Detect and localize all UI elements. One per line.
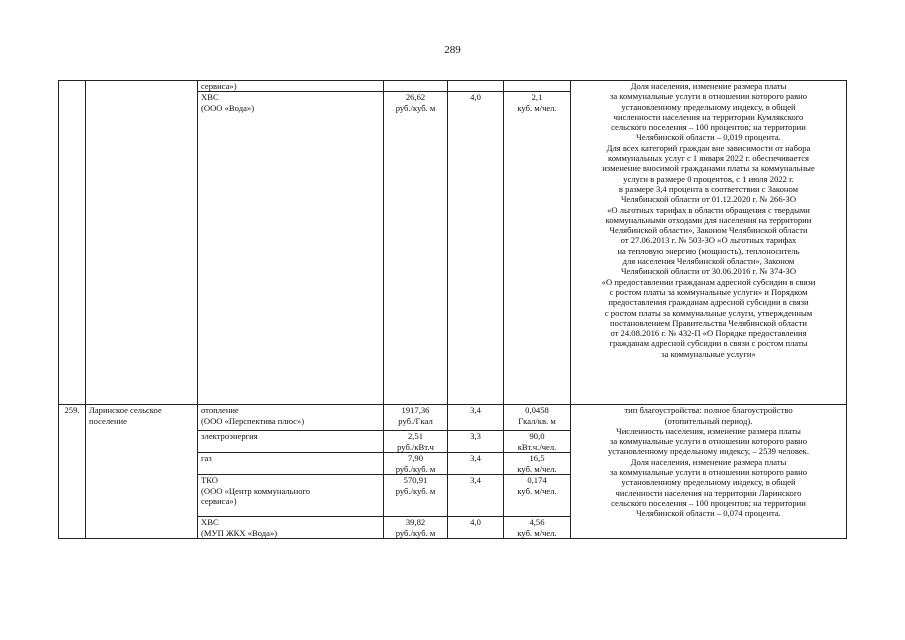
text-line: постановлением Правительства Челябинской области [610,317,807,328]
text-line: сервиса») [201,81,237,91]
text-line: Челябинской области – 0,074 процента. [636,508,781,519]
text-line: Ларинское сельское [89,405,162,416]
text-line: изменение вносимой гражданами платы за коммунальные [602,163,815,174]
text-line: предоставления гражданам адресной субсидии в связи [608,297,809,308]
utility-cell [198,475,384,517]
percent-cell [448,405,504,431]
text-line: куб. м/чел. [517,527,557,538]
norm-cell [504,405,571,431]
tariff-cell [384,453,448,475]
text-line: за коммунальные услуги в отношении которого равно [609,91,808,102]
percent-value: 3,3 [470,431,481,442]
text-line: (ООО «Центр коммунального [201,485,311,496]
tariff-cell [384,92,448,405]
text-line: 1917,36 [401,405,430,416]
table-row [59,81,847,92]
norm-cell [504,81,571,92]
text-line: Доля населения, изменение размера платы [630,81,787,91]
text-line: куб. м/чел. [517,463,557,474]
row-number-cell [59,405,86,539]
text-line: поселение [89,415,127,426]
text-line: установленному предельному индексу, в общей [621,101,796,112]
text-line: 2,1 [531,92,543,103]
settlement-name-cell [86,81,198,405]
text-line: за коммунальные услуги в отношении которого равно [609,467,808,478]
text-line: газ [201,453,212,464]
norm-cell [504,453,571,475]
text-line: тип благоустройства: полное благоустройство [624,405,793,416]
text-line: кВт.ч./чел. [517,441,557,452]
utility-cell [198,431,384,453]
percent-value: 4,0 [470,92,481,103]
text-line: 16,5 [529,453,545,464]
page-number: 289 [444,44,461,56]
text-line: гражданам адресной субсидии в связи с ростом платы [609,338,808,349]
text-line: с ростом платы за коммунальные услуги, утвержденным [604,307,813,318]
text-line: за коммунальные услуги в отношении которого равно [609,436,808,447]
text-line: Челябинской области от 01.12.2020 г. № 266-ЗО [620,194,797,205]
text-line: ХВС [201,517,219,528]
text-line: «О предоставлении гражданам адресной субсидии в связи [601,276,816,287]
percent-value: 3,4 [470,405,481,416]
text-line: (ООО «Перспектива плюс») [201,415,305,426]
text-line: услуги в размере 0 процентов, с 1 июля 2022 г. [623,173,794,184]
text-line: Гкал/кв. м [518,415,556,426]
tariff-cell [384,81,448,92]
text-line: сельского поселения – 100 процентов; на территории [611,122,806,133]
tariff-table [58,80,847,539]
text-line: от 27.06.2013 г. № 503-ЗО «О льготных тарифах [620,235,797,246]
tariff-cell [384,475,448,517]
text-line: руб./Гкал [398,415,433,426]
table-row [59,405,847,431]
text-line: руб./куб. м [395,527,436,538]
text-line: Для всех категорий граждан вне зависимости от набора [606,142,811,153]
text-line: коммунальных услуг с 1 января 2022 г. обеспечивается [608,153,809,164]
text-line: для населения Челябинской области», Законом [622,256,795,267]
percent-cell [448,81,504,92]
percent-cell [448,431,504,453]
text-line: Численность населения, изменение размера платы [616,425,801,436]
text-line: (отопительный период). [664,415,753,426]
text-line: ХВС [201,92,219,103]
tariff-cell [384,405,448,431]
text-line: руб./куб. м [395,463,436,474]
text-line: руб./кВт.ч [397,441,434,452]
norm-cell [504,431,571,453]
text-line: куб. м/чел. [517,102,557,113]
row-number: 259. [64,405,80,416]
text-line: 4,56 [529,517,545,528]
text-line: 2,51 [407,431,424,442]
text-line: 26,62 [405,92,426,103]
norm-cell [504,92,571,405]
text-line: за коммунальные услуги» [661,348,756,359]
text-line: численности населения на территории Ларинского [615,487,802,498]
text-line: сервиса») [201,495,237,506]
utility-cell [198,405,384,431]
utility-cell [198,517,384,539]
text-line: установленному предельному индексу, – 2539 человек. [608,446,809,457]
percent-cell [448,92,504,405]
percent-cell [448,517,504,539]
utility-cell [198,453,384,475]
percent-cell [448,453,504,475]
note-cell [571,405,847,539]
text-line: Челябинской области – 0,019 процента. [636,132,781,143]
text-line: установленному предельному индексу, в общей [621,477,796,488]
percent-value: 3,4 [470,475,481,486]
settlement-name-cell [86,405,198,539]
text-line: 570,91 [403,475,428,486]
norm-cell [504,475,571,517]
row-number-cell [59,81,86,405]
text-line: руб./куб. м [395,102,436,113]
text-line: (ООО «Вода») [201,102,255,113]
text-line: 0,0458 [525,405,549,416]
text-line: Челябинской области от 30.06.2016 г. № 374-ЗО [620,266,797,277]
note-cell [571,81,847,405]
utility-cell [198,81,384,92]
percent-value: 3,4 [470,453,481,464]
tariff-cell [384,431,448,453]
text-line: отопление [201,405,239,416]
text-line: Челябинской области», Законом Челябинской области [609,225,808,236]
text-line: «О льготных тарифах в области обращения с твердыми [607,204,810,215]
text-line: Доля населения, изменение размера платы [630,456,787,467]
text-line: от 24.08.2016 г. № 432-П «О Порядке предоставления [610,328,807,339]
norm-cell [504,517,571,539]
percent-cell [448,475,504,517]
text-line: коммунальными отходами для населения на территории [605,214,812,225]
text-line: ТКО [201,475,218,486]
text-line: на тепловую энергию (мощность), теплоноситель [617,245,800,256]
percent-value: 4,0 [470,517,481,528]
text-line: 39,82 [405,517,426,528]
text-line: 0,174 [527,475,547,486]
text-line: численности населения на территории Кумлякского [613,111,804,122]
text-line: с ростом платы за коммунальные услуги» и Порядком [609,286,808,297]
text-line: в размере 3,4 процента в соответствии с Законом [618,183,799,194]
text-line: электроэнергия [201,431,258,442]
text-line: 90,0 [529,431,545,442]
text-line: сельского поселения – 100 процентов; на территории [611,497,806,508]
text-line: куб. м/чел. [517,485,557,496]
text-line: (МУП ЖКХ «Вода») [201,527,278,538]
utility-cell [198,92,384,405]
tariff-cell [384,517,448,539]
text-line: руб./куб. м [395,485,436,496]
text-line: 7,90 [407,453,424,464]
